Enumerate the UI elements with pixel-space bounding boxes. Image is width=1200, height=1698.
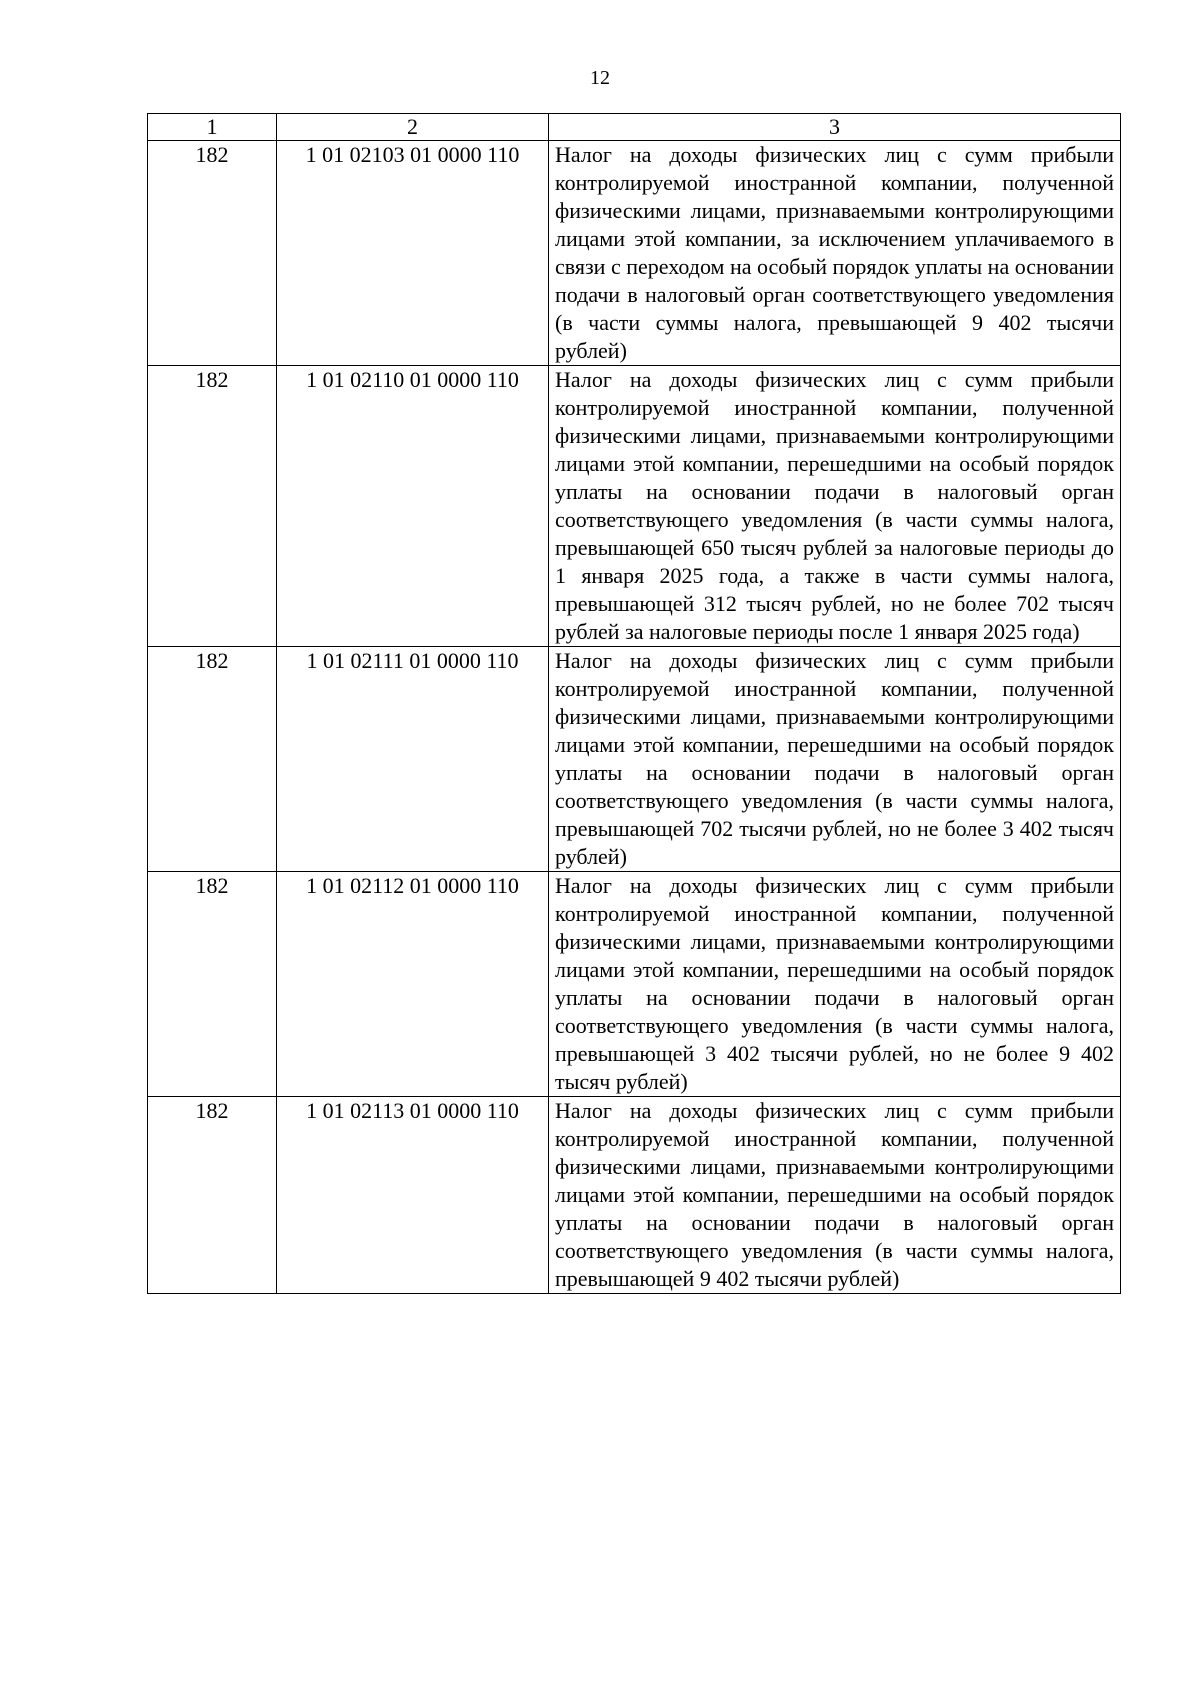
admin-code-cell: 182 — [148, 872, 277, 1097]
header-row — [148, 114, 1121, 141]
page-number: 12 — [590, 67, 610, 89]
description-cell: Налог на доходы физических лиц с сумм прибыли контролируемой иностранной компании, полученной физическими лицами, признаваемыми контролирующими лицами этой компании, перешедшими на особый порядок уплаты на основании подачи в налоговый орган соответствующего уведомления (в части суммы налога, превышающей 650 тысяч рублей за налоговые периоды до 1 января 2025 года, а также в части суммы налога, превышающей 312 тысяч рублей, но не более 702 тысяч рублей за налоговые периоды после 1 января 2025 года) — [549, 366, 1121, 647]
description-cell: Налог на доходы физических лиц с сумм прибыли контролируемой иностранной компании, полученной физическими лицами, признаваемыми контролирующими лицами этой компании, перешедшими на особый порядок уплаты на основании подачи в налоговый орган соответствующего уведомления (в части суммы налога, превышающей 3 402 тысячи рублей, но не более 9 402 тысяч рублей) — [549, 872, 1121, 1097]
budget-codes-table — [147, 113, 1121, 1294]
admin-code-cell: 182 — [148, 141, 277, 366]
admin-code-cell: 182 — [148, 647, 277, 872]
classification-code-cell: 1 01 02112 01 0000 110 — [277, 872, 549, 1097]
classification-code-cell: 1 01 02110 01 0000 110 — [277, 366, 549, 647]
column-header-2: 2 — [277, 114, 549, 141]
table-row — [148, 872, 1121, 1097]
description-cell: Налог на доходы физических лиц с сумм прибыли контролируемой иностранной компании, полученной физическими лицами, признаваемыми контролирующими лицами этой компании, перешедшими на особый порядок уплаты на основании подачи в налоговый орган соответствующего уведомления (в части суммы налога, превышающей 702 тысячи рублей, но не более 3 402 тысяч рублей) — [549, 647, 1121, 872]
admin-code-cell: 182 — [148, 366, 277, 647]
table-row — [148, 1097, 1121, 1294]
classification-code-cell: 1 01 02103 01 0000 110 — [277, 141, 549, 366]
description-cell: Налог на доходы физических лиц с сумм прибыли контролируемой иностранной компании, полученной физическими лицами, признаваемыми контролирующими лицами этой компании, перешедшими на особый порядок уплаты на основании подачи в налоговый орган соответствующего уведомления (в части суммы налога, превышающей 9 402 тысячи рублей) — [549, 1097, 1121, 1294]
classification-code-cell: 1 01 02113 01 0000 110 — [277, 1097, 549, 1294]
description-cell: Налог на доходы физических лиц с сумм прибыли контролируемой иностранной компании, полученной физическими лицами, признаваемыми контролирующими лицами этой компании, за исключением уплачиваемого в связи с переходом на особый порядок уплаты на основании подачи в налоговый орган соответствующего уведомления (в части суммы налога, превышающей 9 402 тысячи рублей) — [549, 141, 1121, 366]
table-row — [148, 366, 1121, 647]
column-header-3: 3 — [549, 114, 1121, 141]
column-header-1: 1 — [148, 114, 277, 141]
classification-code-cell: 1 01 02111 01 0000 110 — [277, 647, 549, 872]
table-row — [148, 141, 1121, 366]
admin-code-cell: 182 — [148, 1097, 277, 1294]
table-row — [148, 647, 1121, 872]
